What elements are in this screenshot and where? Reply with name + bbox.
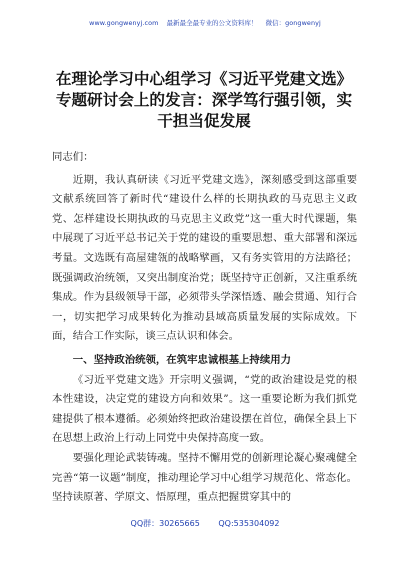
section-paragraph-1: 《习近平党建文选》开宗明义强调，“党的政治建设是党的根本性建设，决定党的建设方向和效果”。这一重要论断为我们抓党建提供了根本遵循。必须始终把政治建设摆在首位，确保全县上下在思想上政治上行动上同党中央保持高度一致。	[52, 373, 357, 445]
qq-number: QQ:535304092	[218, 519, 280, 528]
section-heading: 一、坚持政治统领，在筑牢忠诚根基上持续用力	[72, 353, 291, 366]
site-slogan: 最新最全最专业的公文资料库！	[166, 19, 258, 27]
salutation: 同志们：	[52, 151, 94, 163]
document-body	[52, 148, 357, 508]
intro-paragraph: 近期，我认真研读《习近平党建文选》，深刻感受到这部重要文献系统回答了新时代“建设什么样的长期执政的马克思主义政党、怎样建设长期执政的马克思主义政党”这一重大时代课题，集中展现了习近平总书记关于党的建设的重要思想、重大部署和深远考量。文选既有高屋建瓴的战略擘画，又有务实管用的方法路径；既强调政治统领，又突出制度治党；既坚持守正创新，又注重系统集成。作为县级领导干部，必须带头学深悟透、融会贯通、知行合一，切实把学习成果转化为推动县域高质量发展的实际成效。下面，结合工作实际，谈三点认识和体会。	[52, 173, 357, 343]
site-url[interactable]: www.gongwenyj.com	[89, 19, 159, 27]
qq-group: QQ群：30265665	[130, 519, 200, 528]
site-footer	[105, 518, 305, 529]
wechat-id: 微信：gongwenyj	[265, 19, 321, 27]
site-header	[60, 18, 350, 27]
section-paragraph-2: 要强化理论武装铸魂。坚持不懈用党的创新理论凝心聚魂健全完善“第一议题”制度，推动理论学习中心组学习规范化、常态化。坚持读原著、学原文、悟原理，重点把握贯穿其中的	[52, 451, 357, 504]
document-title: 在理论学习中心组学习《习近平党建文选》专题研讨会上的发言：深学笃行强引领，实干担当促发展	[55, 70, 353, 130]
